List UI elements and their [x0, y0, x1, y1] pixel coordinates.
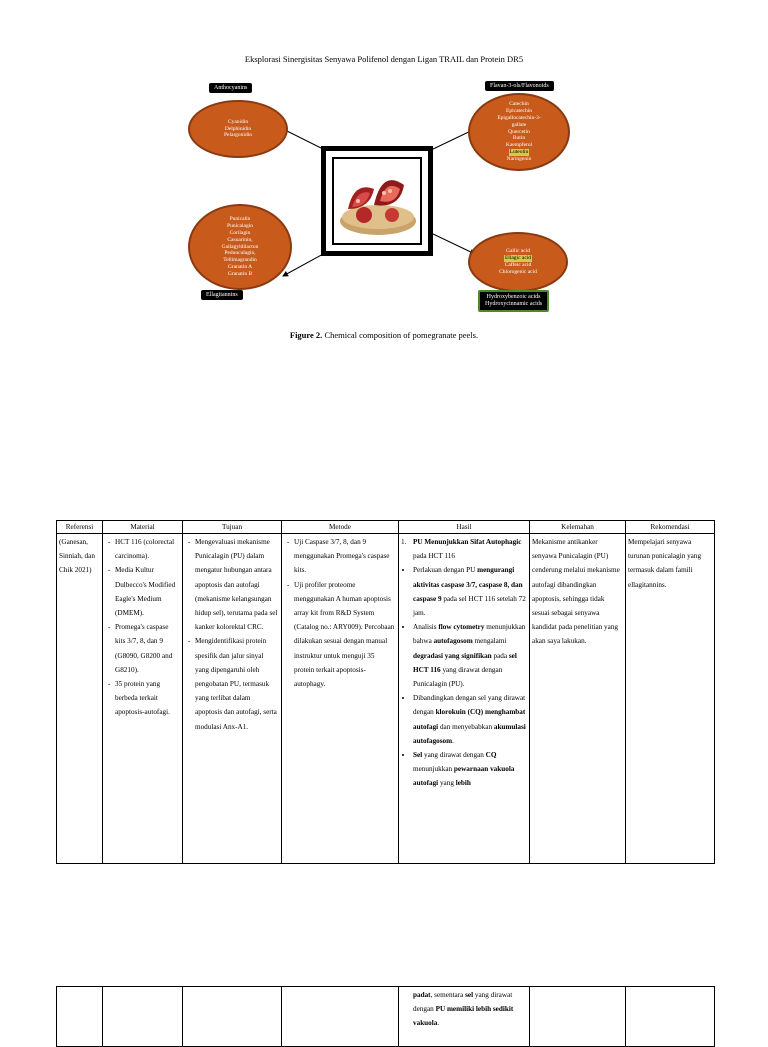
- compound: Corilagin: [229, 230, 251, 236]
- list-item: • Sel yang dirawat dengan CQ menunjukkan pewarnaan vakuola autofagi yang lebih: [413, 748, 527, 791]
- cell-kelemahan: Mekanisme antikanker senyawa Punicalagin (PU) cenderung melalui mekanisme autofagi dibandingkan apoptosis, sehingga tidak sesuai sebagai senyawa kandidat pada penelitian yang akan saya lakukan.: [530, 534, 626, 864]
- cell-rekomendasi: Mempelajari senyawa turunan punicalagin yang termasuk dalam famili ellagitannins.: [626, 534, 715, 864]
- compound: Tellimagrandin: [223, 257, 257, 264]
- list-item: - Mengidentifikasi protein spesifik dan jalur sinyal yang dipengaruhi oleh pengobatan PU, termasuk yang terlibat dalam apoptosis dan autofagi, serta modulasi Anx-A1.: [195, 634, 279, 733]
- cell-kelemahan: [530, 987, 626, 1047]
- col-header-hasil: Hasil: [399, 521, 530, 534]
- table-header-row: [57, 521, 715, 534]
- pomegranate-composition-figure: [185, 78, 570, 318]
- compound-highlighted: Luteolin: [509, 148, 529, 155]
- list-item: - Promega's caspase kits 3/7, 8, dan 9 (G8090, G8200 and G8210).: [115, 620, 180, 677]
- literature-review-table-continued: [56, 986, 715, 1047]
- col-header-tujuan: Tujuan: [183, 521, 282, 534]
- cell-referensi: [57, 987, 103, 1047]
- compound: Granatin A: [227, 263, 253, 270]
- hydroxycinnamic-label: Hydroxycinnamic acids: [485, 301, 543, 307]
- list-item: • Perlakuan dengan PU mengurangi aktivitas caspase 3/7, caspase 8, dan caspase 9 pada sel HCT 116 setelah 72 jam.: [413, 563, 527, 620]
- col-header-referensi: Referensi: [57, 521, 103, 534]
- compound: Punicalagin: [227, 223, 253, 230]
- compound: Caffeic acid: [504, 262, 532, 268]
- hydroxybenzoic-label: Hydroxybenzoic acids: [486, 294, 541, 300]
- table-row: [57, 987, 715, 1047]
- cell-tujuan: [183, 987, 282, 1047]
- page-header: Eksplorasi Sinergisitas Senyawa Polifenol dengan Ligan TRAIL dan Protein DR5: [244, 54, 524, 64]
- pomegranate-image-frame: [321, 146, 433, 256]
- compound: Granatin B: [227, 270, 253, 277]
- compound: Catechin: [509, 101, 529, 108]
- ellagitannins-label: Ellagitannins: [201, 290, 243, 300]
- compound: Epicatechin: [506, 108, 532, 115]
- compound: Pelargonidin: [223, 132, 252, 139]
- compound: Punicalin: [229, 216, 251, 223]
- compound: Delphinidin: [224, 125, 252, 132]
- table-row: [57, 534, 715, 864]
- hasil-heading: [401, 535, 527, 563]
- cell-material: [103, 987, 183, 1047]
- col-header-rekomendasi: Rekomendasi: [626, 521, 715, 534]
- ellagitannins-oval: [188, 204, 292, 290]
- anthocyanins-oval: [188, 100, 288, 158]
- list-item: • Analisis flow cytometry menunjukkan bahwa autofagosom mengalami degradasi yang signifikan pada sel HCT 116 yang dirawat dengan Punicalagin (PU).: [413, 620, 527, 691]
- compound: Gallic acid: [506, 248, 530, 255]
- cell-hasil: [399, 534, 530, 864]
- cell-metode: [282, 534, 399, 864]
- flavonoids-oval: [468, 93, 570, 171]
- caption-label: Figure 2.: [289, 330, 323, 340]
- list-item: - HCT 116 (colorectal carcinoma).: [115, 535, 180, 563]
- list-item: - 35 protein yang berbeda terkait apoptosis-autofagi.: [115, 677, 180, 720]
- item-number: 1.: [401, 538, 407, 546]
- pomegranate-image: [334, 159, 422, 245]
- compound: Epigallocatechin-3-: [497, 115, 541, 121]
- cell-referensi: (Ganesan, Sinniah, dan Chik 2021): [57, 534, 103, 864]
- hasil-title-rest: pada HCT 116: [413, 552, 455, 561]
- col-header-material: Material: [103, 521, 183, 534]
- list-item: • Dibandingkan dengan sel yang dirawat dengan klorokuin (CQ) menghambat autofagi dan menyebabkan akumulasi autofagosom.: [413, 691, 527, 748]
- compound: Quercetin: [508, 128, 530, 135]
- col-header-kelemahan: Kelemahan: [530, 521, 626, 534]
- col-header-metode: Metode: [282, 521, 399, 534]
- compound: Cyanidin: [227, 118, 249, 125]
- hasil-continuation: padat, sementara sel yang dirawat dengan PU memiliki lebih sedikit vakuola.: [413, 991, 514, 1028]
- list-item: - Uji Caspase 3/7, 8, dan 9 menggunakan Promega's caspase kits.: [294, 535, 396, 578]
- anthocyanins-label: Anthocyanins: [209, 83, 252, 93]
- compound: Chlorogenic acid: [499, 268, 537, 275]
- cell-metode: [282, 987, 399, 1047]
- compound: Pedunculagin,: [224, 250, 256, 257]
- cell-rekomendasi: [626, 987, 715, 1047]
- list-item: - Uji profiler proteome menggunakan A human apoptosis array kit from R&D System (Catalog no.: ARY009). Percobaan dilakukan sesuai dengan manual instruktur untuk menguji 35 protein terkait apoptosis-autophagy.: [294, 578, 396, 692]
- caption-text: Chemical composition of pomegranate peels.: [322, 330, 479, 340]
- phenolic-acids-label: [478, 290, 549, 312]
- literature-review-table: [56, 520, 715, 864]
- flavonoids-label: Flavan-3-ols/Flavonoids: [485, 81, 554, 91]
- compound: Casuarinin,: [227, 236, 253, 243]
- compound-highlighted: Ellagic acid: [504, 255, 532, 262]
- compound: Gallagyldilacton: [221, 243, 259, 250]
- list-item: - Mengevaluasi mekanisme Punicalagin (PU) dalam mengatur hubungan antara apoptosis dan autofagi (mekanisme kelangsungan hidup sel), terutama pada sel kanker kolorektal CRC.: [195, 535, 279, 634]
- compound: gallate: [511, 121, 527, 128]
- figure-caption: [0, 330, 768, 340]
- list-item: - Media Kultur Dulbecco's Modified Eagle's Medium (DMEM).: [115, 563, 180, 620]
- hasil-title: PU Menunjukkan Sifat Autophagic: [413, 538, 522, 546]
- cell-hasil: [399, 987, 530, 1047]
- compound: Naringenin: [506, 155, 532, 162]
- cell-material: [103, 534, 183, 864]
- compound: Rutin: [512, 135, 526, 142]
- phenolic-acids-oval: [468, 232, 568, 292]
- cell-tujuan: [183, 534, 282, 864]
- compound: Kaempferol: [505, 142, 533, 149]
